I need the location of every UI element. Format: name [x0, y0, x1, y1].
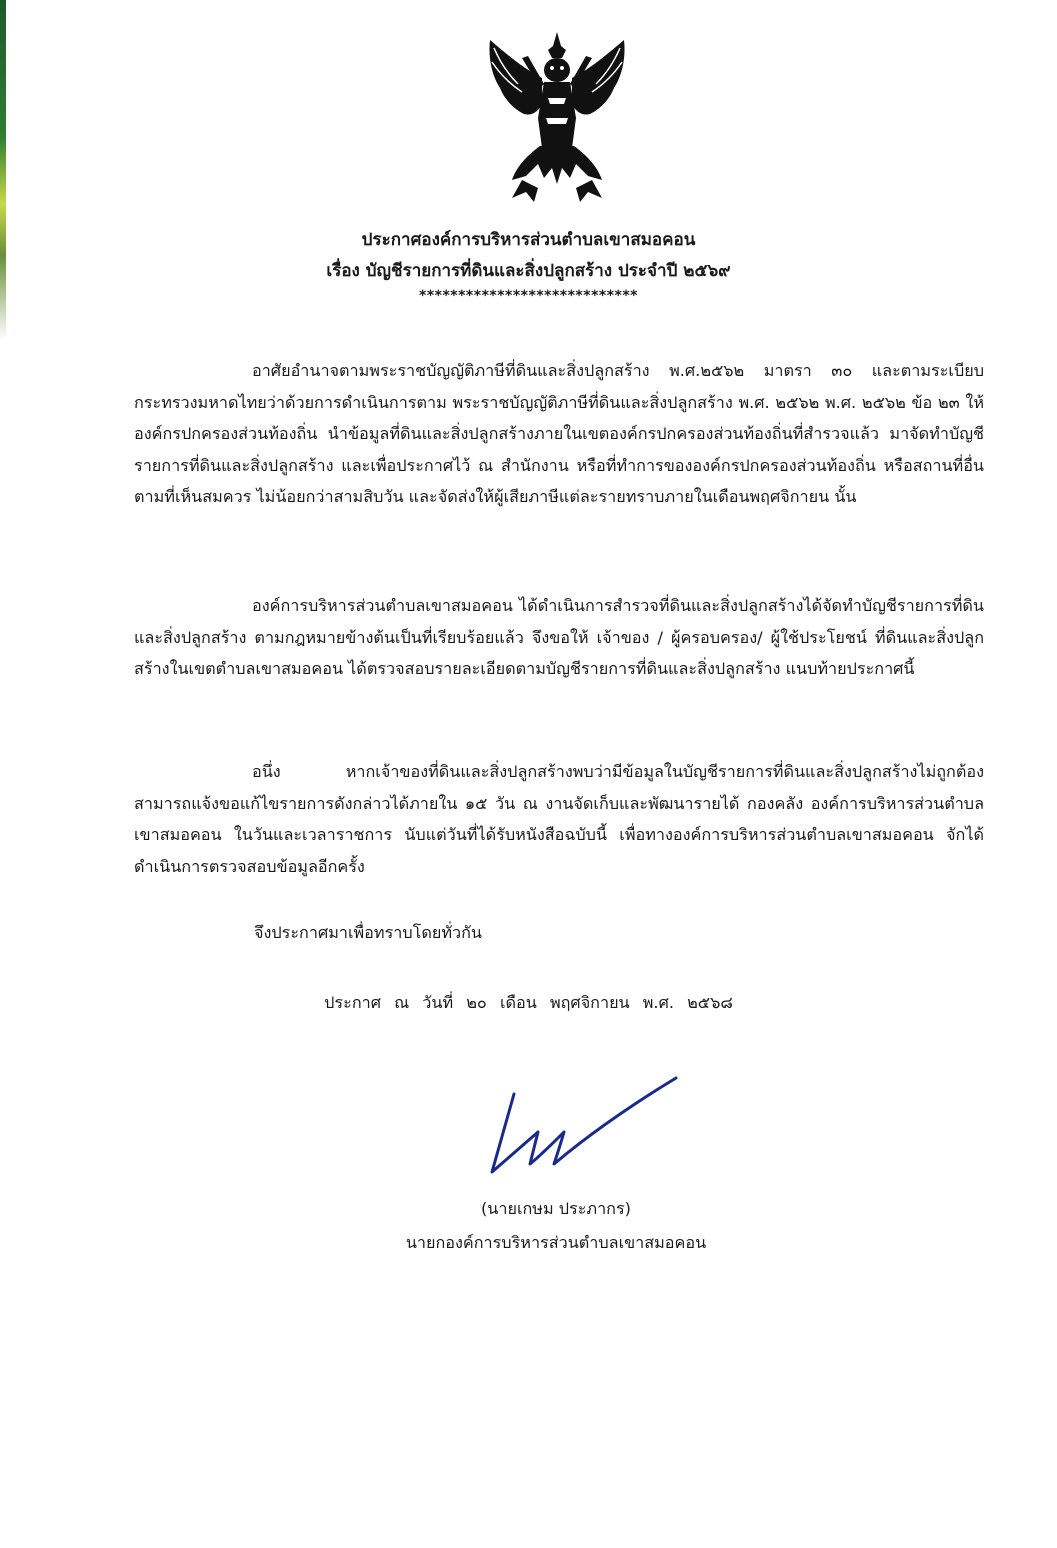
body-paragraph-3: อนึ่ง หากเจ้าของที่ดินและสิ่งปลูกสร้างพบว่ามีข้อมูลในบัญชีรายการที่ดินและสิ่งปลูกสร้างไม่ถูกต้อง สามารถแจ้งขอแก้ไขรายการดังกล่าวได้ภายใน ๑๕ วัน ณ งานจัดเก็บและพัฒนารายได้ กองคลัง องค์การบริหารส่วนตำบลเขาสมอคอน ในวันและเวลาราชการ นับแต่วันที่ได้รับหนังสือฉบับนี้ เพื่อทางองค์การบริหารส่วนตำบลเขาสมอคอน จักได้ดำเนินการตรวจสอบข้อมูลอีกครั้ง — [134, 762, 984, 876]
garuda-emblem-icon — [482, 28, 632, 206]
signer-position: นายกองค์การบริหารส่วนตำบลเขาสมอคอน — [405, 1233, 707, 1252]
announcement-title: ประกาศองค์การบริหารส่วนตำบลเขาสมอคอน — [361, 230, 696, 250]
header-divider: **************************** — [419, 288, 638, 304]
signer-name: (นายเกษม ประภากร) — [480, 1199, 631, 1218]
announcement-date: ประกาศ ณ วันที่ ๒๐ เดือน พฤศจิกายน พ.ศ. ๒๕๖๘ — [324, 993, 733, 1012]
body-paragraph-1: อาศัยอำนาจตามพระราชบัญญัติภาษีที่ดินและสิ่งปลูกสร้าง พ.ศ.๒๕๖๒ มาตรา ๓๐ และตามระเบียบกระทรวงมหาดไทยว่าด้วยการดำเนินการตาม พระราชบัญญัติภาษีที่ดินและสิ่งปลูกสร้าง พ.ศ. ๒๕๖๒ พ.ศ. ๒๕๖๒ ข้อ ๒๓ ให้องค์กรปกครองส่วนท้องถิ่น นำข้อมูลที่ดินและสิ่งปลูกสร้างภายในเขตองค์กรปกครองส่วนท้องถิ่นที่สำรวจแล้ว มาจัดทำบัญชีรายการที่ดินและสิ่งปลูกสร้าง และเพื่อประกาศไว้ ณ สำนักงาน หรือที่ทำการขององค์กรปกครองส่วนท้องถิ่น หรือสถานที่อื่นตามที่เห็นสมควร ไม่น้อยกว่าสามสิบวัน และจัดส่งให้ผู้เสียภาษีแต่ละรายทราบภายในเดือนพฤศจิกายน นั้น — [134, 361, 984, 506]
closing-statement: จึงประกาศมาเพื่อทราบโดยทั่วกัน — [254, 923, 482, 942]
body-paragraph-2: องค์การบริหารส่วนตำบลเขาสมอคอน ได้ดำเนินการสำรวจที่ดินและสิ่งปลูกสร้างได้จัดทำบัญชีรายการที่ดินและสิ่งปลูกสร้าง ตามกฎหมายข้างต้นเป็นที่เรียบร้อยแล้ว จึงขอให้ เจ้าของ / ผู้ครอบครอง/ ผู้ใช้ประโยชน์ ที่ดินและสิ่งปลูกสร้างในเขตตำบลเขาสมอคอน ได้ตรวจสอบรายละเอียดตามบัญชีรายการที่ดินและสิ่งปลูกสร้าง แนบท้ายประกาศนี้ — [134, 596, 984, 678]
handwritten-signature — [480, 1072, 690, 1182]
announcement-subject: เรื่อง บัญชีรายการที่ดินและสิ่งปลูกสร้าง ประจำปี ๒๕๖๙ — [326, 261, 731, 281]
